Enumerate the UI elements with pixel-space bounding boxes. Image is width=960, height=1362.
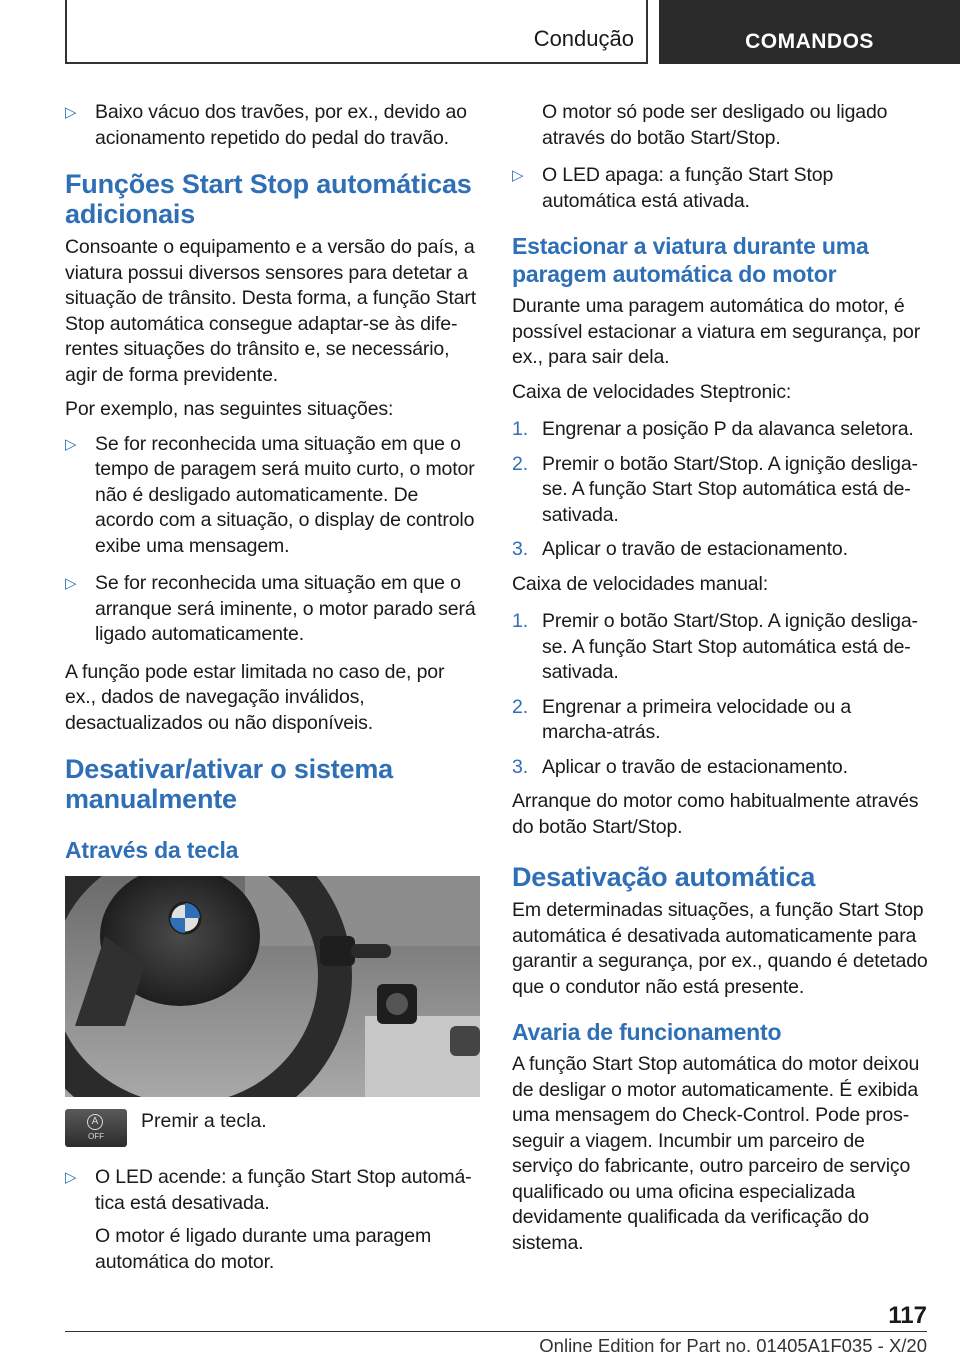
step-text: Aplicar o travão de estacionamento. bbox=[542, 538, 848, 560]
paragraph-durante: Durante uma paragem automática do motor, é possível estacionar a viatura em segurança, por ex., para sair dela. bbox=[512, 295, 921, 368]
list-item bbox=[65, 571, 480, 648]
auto-a-icon: A bbox=[87, 1114, 103, 1130]
heading-desativar: Desativar/ativar o sistema manualmente bbox=[65, 754, 393, 814]
off-label: OFF bbox=[88, 1132, 104, 1141]
key-row bbox=[65, 1109, 480, 1147]
bullet-continuation: O motor é ligado durante uma paragem automática do motor. bbox=[95, 1225, 432, 1273]
footer-edition: Online Edition for Part no. 01405A1F035 - X/20 bbox=[539, 1335, 927, 1356]
paragraph-em-determinadas: Em determinadas situações, a função Start Stop automática é desativada automaticamente para garantir a segurança, por ex., quando é detetado que o condutor não está presente. bbox=[512, 899, 928, 998]
bullet-text: Se for reconhecida uma situação em que o tempo de paragem será muito curto, o motor não é desligado automaticamente. De acordo com a situação, o display de controlo exibe uma mensagem. bbox=[95, 432, 475, 557]
triangle-bullet-icon: ▷ bbox=[65, 1169, 77, 1186]
heading-estacionar: Estacionar a viatura durante uma paragem automática do motor bbox=[512, 233, 869, 287]
right-column bbox=[512, 100, 930, 1265]
paragraph-arranque: Arranque do motor como habitualmente através do botão Start/Stop. bbox=[512, 790, 919, 838]
list-item bbox=[512, 163, 930, 214]
step-text: Premir o botão Start/Stop. A ignição desliga-se. A função Start Stop automática está desativada. bbox=[542, 452, 918, 526]
triangle-bullet-icon: ▷ bbox=[65, 104, 77, 121]
step-text: Aplicar o travão de estacionamento. bbox=[542, 755, 848, 778]
step-number: 3. bbox=[512, 755, 528, 778]
bullet-text: Se for reconhecida uma situação em que o arranque será iminente, o motor parado será ligado automaticamente. bbox=[95, 572, 476, 645]
heading-avaria: Avaria de funcionamento bbox=[512, 1019, 782, 1045]
step-number: 1. bbox=[512, 610, 528, 632]
list-item bbox=[512, 417, 930, 443]
step-text: Premir o botão Start/Stop. A ignição desliga-se. A função Start Stop automática está desativada. bbox=[542, 610, 918, 683]
triangle-bullet-icon: ▷ bbox=[65, 575, 77, 592]
triangle-bullet-icon: ▷ bbox=[512, 167, 524, 184]
heading-funcoes: Funções Start Stop automáticas adicionais bbox=[65, 169, 472, 229]
heading-desativacao: Desativação automática bbox=[512, 862, 816, 892]
bullet-continuation: O motor só pode ser desligado ou ligado através do botão Start/Stop. bbox=[542, 101, 888, 149]
step-number: 2. bbox=[512, 452, 528, 475]
list-item bbox=[512, 452, 930, 529]
paragraph-por-exemplo: Por exemplo, nas seguintes situações: bbox=[65, 398, 394, 420]
list-item bbox=[512, 755, 930, 781]
list-item bbox=[512, 695, 930, 746]
step-number: 3. bbox=[512, 538, 528, 560]
paragraph-funcao-limitada: A função pode estar limitada no caso de, por ex., dados de navegação inválidos, desactualizados ou não disponíveis. bbox=[65, 660, 445, 734]
paragraph-manual: Caixa de velocidades manual: bbox=[512, 572, 768, 595]
heading-atraves: Através da tecla bbox=[65, 837, 239, 863]
bullet-text: O LED acende: a função Start Stop automática está desativada. bbox=[95, 1166, 472, 1214]
step-text: Engrenar a primeira velocidade ou a marcha-atrás. bbox=[542, 695, 852, 743]
list-item bbox=[512, 609, 930, 686]
step-number: 2. bbox=[512, 695, 528, 718]
step-number: 1. bbox=[512, 418, 528, 440]
bullet-text: O LED apaga: a função Start Stop automática está ativada. bbox=[542, 164, 834, 212]
step-text: Engrenar a posição P da alavanca seletora. bbox=[542, 418, 914, 440]
page-number: 117 bbox=[888, 1302, 927, 1329]
left-column bbox=[65, 100, 480, 1284]
header-chapter-tab: COMANDOS bbox=[659, 0, 960, 64]
paragraph-consoante: Consoante o equipamento e a versão do país, a viatura possui diversos sensores para detetar a situação de trânsito. Desta forma, a função Start Stop automática consegue adaptar-se às diferentes situações do trânsito e, se necessário, agir de forma previdente. bbox=[65, 236, 477, 386]
paragraph-avaria: A função Start Stop automática do motor deixou de desligar o motor automaticamente. É exibida uma mensagem do Check-Control. Pode prosseguir a viagem. Incumbir um parceiro de serviço do fabricante, outro parceiro de serviço qualificado ou uma oficina especializada devidamente qualificada da verificação do sistema. bbox=[512, 1053, 920, 1254]
header-section-title: Condução bbox=[533, 26, 634, 51]
bullet-text: Baixo vácuo dos travões, por ex., devido ao acionamento repetido do pedal do travão. bbox=[95, 101, 467, 149]
list-item bbox=[65, 432, 480, 560]
list-item bbox=[65, 100, 480, 151]
footer-divider bbox=[65, 1331, 927, 1332]
triangle-bullet-icon: ▷ bbox=[65, 435, 77, 453]
start-stop-off-button-icon bbox=[65, 1109, 127, 1147]
paragraph-steptronic: Caixa de velocidades Steptronic: bbox=[512, 380, 792, 403]
key-instruction: Premir a tecla. bbox=[141, 1110, 267, 1132]
list-item bbox=[65, 1165, 480, 1216]
steering-wheel-photo bbox=[65, 876, 480, 1097]
list-item bbox=[512, 537, 930, 563]
